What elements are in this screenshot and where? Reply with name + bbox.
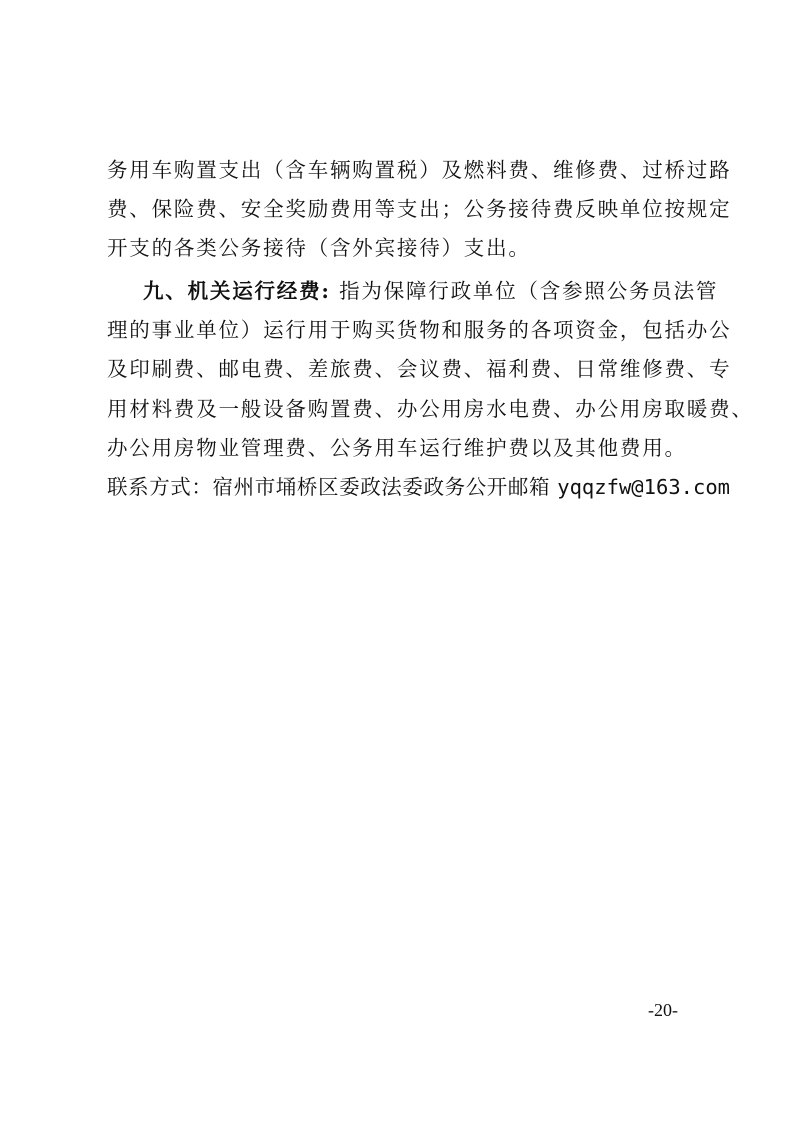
contact-org: 宿州市埇桥区委政法委政务公开邮箱 (212, 475, 551, 499)
page-number: -20- (648, 1000, 678, 1020)
contact-email-link[interactable]: yqqzfw@163.com (557, 475, 731, 499)
section-9-line-4: 用材料费及一般设备购置费、办公用房水电费、办公用房取暖费、 (107, 397, 754, 421)
section-9-first-line-text: 指为保障行政单位（含参照公务员法管 (339, 279, 719, 303)
section-9-first-line (107, 277, 733, 305)
paragraph-line-1: 务用车购置支出（含车辆购置税）及燃料费、维修费、过桥过路 (107, 158, 732, 182)
section-9-line-2: 理的事业单位）运行用于购买货物和服务的各项资金，包括办公 (107, 318, 732, 342)
section-9-heading: 九、机关运行经费 (143, 279, 322, 303)
section-9-line-3: 及印刷费、邮电费、差旅费、会议费、福利费、日常维修费、专 (107, 357, 732, 381)
contact-label: 联系方式： (107, 475, 213, 499)
paragraph-line-2: 费、保险费、安全奖励费用等支出；公务接待费反映单位按规定 (107, 197, 732, 221)
paragraph-line-3: 开支的各类公务接待（含外宾接待）支出。 (107, 236, 531, 260)
section-9-line-5: 办公用房物业管理费、公务用车运行维护费以及其他费用。 (107, 436, 687, 460)
section-9-colon: : (321, 279, 331, 303)
contact-line (107, 473, 731, 501)
